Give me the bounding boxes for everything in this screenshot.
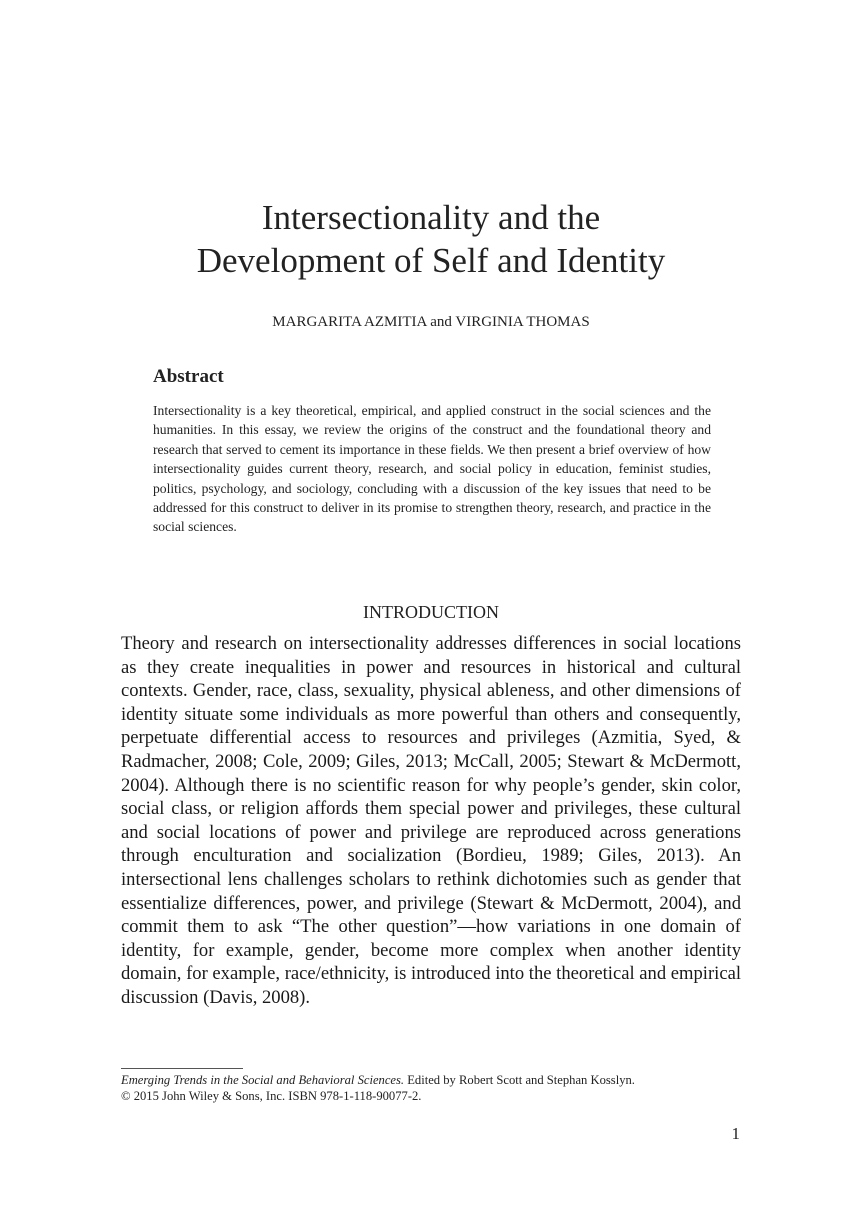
footnote-editors: Edited by Robert Scott and Stephan Kosslyn. xyxy=(404,1073,635,1087)
introduction-heading: INTRODUCTION xyxy=(363,602,499,622)
author-line: MARGARITA AZMITIA and VIRGINIA THOMAS xyxy=(272,314,590,330)
footnote-divider xyxy=(121,1068,243,1069)
abstract-text: Intersectionality is a key theoretical, empirical, and applied construct in the social sciences and the humanities. In this essay, we review the origins of the construct and the foundational theory and research that served to cement its importance in these fields. We then present a brief overview of how intersectionality guides current theory, research, and social policy in education, feminist studies, politics, psychology, and sociology, concluding with a discussion of the key issues that need to be addressed for this construct to deliver in its promise to strengthen theory, research, and practice in the social sciences. xyxy=(153,403,711,535)
footnote-source: Emerging Trends in the Social and Behavioral Sciences. xyxy=(121,1073,405,1087)
abstract-heading: Abstract xyxy=(153,366,224,387)
footnote xyxy=(121,1072,741,1104)
title-line-1: Intersectionality and the xyxy=(261,198,601,237)
paper-title xyxy=(0,196,850,282)
title-line-2: Development of Self and Identity xyxy=(196,241,666,280)
introduction-text: Theory and research on intersectionality addresses differences in social locations as they create inequalities in power and resources in historical and cultural contexts. Gender, race, class, sexuality, physical ableness, and other dimensions of identity situate some individuals as more powerful than others and consequently, perpetuate differential access to resources and privileges (Azmitia, Syed, & Radmacher, 2008; Cole, 2009; Giles, 2013; McCall, 2005; Stewart & McDermott, 2004). Although there is no scientific reason for why people’s gender, skin color, social class, or religion affords them special power and privileges, these cultural and social locations of power and privilege are reproduced across generations through enculturation and socialization (Bordieu, 1989; Giles, 2013). An intersectional lens challenges scholars to rethink dichotomies such as gender that essentialize differences, power, and privilege (Stewart & McDermott, 2004), and commit them to ask “The other question”—how variations in one domain of identity, for example, gender, become more complex when another identity domain, for example, race/ethnicity, is introduced into the theoretical and empirical discussion (Davis, 2008). xyxy=(121,633,741,1008)
page-number: 1 xyxy=(731,1124,740,1143)
footnote-copyright: © 2015 John Wiley & Sons, Inc. ISBN 978-1-118-90077-2. xyxy=(121,1089,422,1103)
